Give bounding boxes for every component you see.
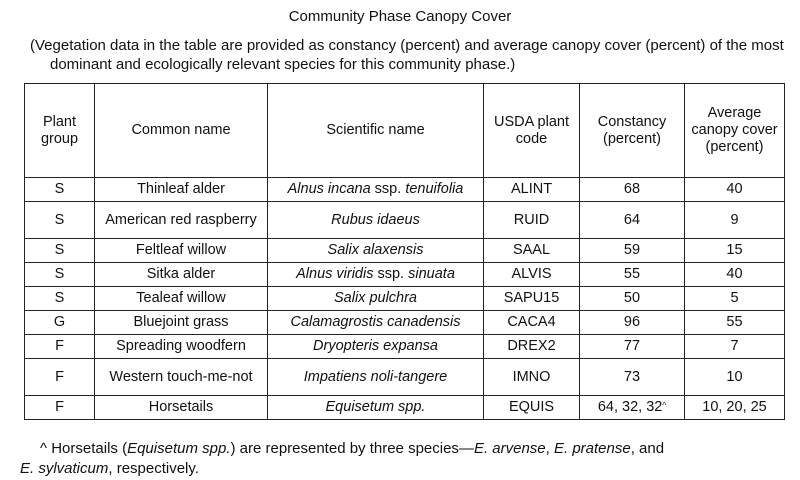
footnote — [20, 439, 760, 479]
cell-common-name: Thinleaf alder — [95, 178, 268, 202]
footnote-line-1 — [20, 439, 760, 459]
footnote-line-2 — [20, 459, 760, 479]
constancy-value: 64, 32, 32 — [597, 399, 663, 415]
footnote-marker: ^ — [662, 401, 667, 410]
cell-canopy-cover: 40 — [685, 178, 785, 202]
sci-name-main: Alnus incana — [287, 181, 371, 197]
sci-name-main: Dryopteris expansa — [313, 338, 438, 354]
cell-canopy-cover: 7 — [685, 335, 785, 359]
cell-canopy-cover: 5 — [685, 287, 785, 311]
footnote-text: Horsetails ( — [47, 440, 128, 457]
cell-common-name: American red raspberry — [95, 202, 268, 239]
cell-usda-code: SAAL — [484, 239, 580, 263]
sci-name-main: Salix pulchra — [333, 290, 417, 306]
cell-plant-group: F — [25, 335, 95, 359]
sci-name-main: Salix alaxensis — [327, 242, 424, 258]
cell-constancy: 55 — [580, 263, 685, 287]
header-common-name: Common name — [95, 84, 268, 178]
canopy-cover-table — [24, 83, 785, 420]
footnote-text: , and — [630, 440, 665, 457]
table-row — [25, 263, 785, 287]
cell-common-name: Sitka alder — [95, 263, 268, 287]
header-plant-group: Plant group — [25, 84, 95, 178]
table-row — [25, 178, 785, 202]
footnote-taxon: E. pratense — [554, 440, 631, 457]
cell-plant-group: S — [25, 287, 95, 311]
cell-usda-code: IMNO — [484, 359, 580, 396]
table-row — [25, 335, 785, 359]
sci-name-main: Impatiens noli-tangere — [303, 368, 448, 385]
cell-constancy: 96 — [580, 311, 685, 335]
cell-scientific-name — [268, 359, 484, 396]
cell-common-name: Feltleaf willow — [95, 239, 268, 263]
cell-plant-group: S — [25, 178, 95, 202]
cell-canopy-cover: 10 — [685, 359, 785, 396]
cell-scientific-name — [268, 311, 484, 335]
cell-common-name: Western touch-me-not — [95, 359, 268, 396]
cell-constancy: 64 — [580, 202, 685, 239]
table-row — [25, 396, 785, 420]
footnote-text: , — [545, 440, 554, 457]
cell-canopy-cover: 40 — [685, 263, 785, 287]
cell-canopy-cover: 10, 20, 25 — [685, 396, 785, 420]
sci-name-main: Alnus viridis — [296, 266, 374, 282]
cell-scientific-name — [268, 287, 484, 311]
header-scientific-name: Scientific name — [268, 84, 484, 178]
cell-plant-group: G — [25, 311, 95, 335]
page-title: Community Phase Canopy Cover — [288, 8, 512, 25]
footnote-text: ) are represented by three species— — [230, 440, 474, 457]
cell-constancy: 68 — [580, 178, 685, 202]
cell-scientific-name — [268, 335, 484, 359]
footnote-marker: ^ — [40, 440, 48, 457]
table-row — [25, 359, 785, 396]
cell-usda-code: DREX2 — [484, 335, 580, 359]
cell-common-name: Tealeaf willow — [95, 287, 268, 311]
header-usda-code: USDA plant code — [484, 84, 580, 178]
cell-plant-group: F — [25, 359, 95, 396]
sci-name-rank: ssp. — [370, 181, 406, 197]
cell-constancy: 50 — [580, 287, 685, 311]
intro-paragraph: (Vegetation data in the table are provided as constancy (percent) and average canopy cover (percent) of the most dominant and ecologically relevant species for this community phase.) — [30, 37, 784, 73]
footnote-taxon: Equisetum spp. — [127, 440, 231, 457]
table-body — [25, 178, 785, 420]
header-canopy-cover: Average canopy cover (percent) — [685, 84, 785, 178]
cell-canopy-cover: 9 — [685, 202, 785, 239]
cell-scientific-name — [268, 239, 484, 263]
footnote-taxon: E. sylvaticum — [20, 460, 109, 477]
cell-scientific-name — [268, 396, 484, 420]
cell-usda-code: ALVIS — [484, 263, 580, 287]
cell-usda-code: EQUIS — [484, 396, 580, 420]
cell-common-name: Horsetails — [95, 396, 268, 420]
cell-scientific-name — [268, 263, 484, 287]
sci-name-main: Calamagrostis canadensis — [290, 314, 461, 330]
cell-scientific-name — [268, 178, 484, 202]
cell-constancy: 73 — [580, 359, 685, 396]
cell-plant-group: S — [25, 263, 95, 287]
cell-canopy-cover: 55 — [685, 311, 785, 335]
sci-name-main: Rubus idaeus — [331, 211, 420, 228]
cell-constancy — [580, 396, 685, 420]
cell-scientific-name — [268, 202, 484, 239]
cell-usda-code: ALINT — [484, 178, 580, 202]
sci-name-rank: ssp. — [373, 266, 409, 282]
footnote-taxon: E. arvense — [473, 440, 546, 457]
sci-name-infra: tenuifolia — [405, 181, 464, 197]
cell-usda-code: RUID — [484, 202, 580, 239]
cell-usda-code: CACA4 — [484, 311, 580, 335]
table-row — [25, 311, 785, 335]
sci-name-infra: sinuata — [408, 266, 455, 282]
cell-plant-group: S — [25, 239, 95, 263]
table-header-row — [25, 84, 785, 178]
cell-canopy-cover: 15 — [685, 239, 785, 263]
cell-constancy: 77 — [580, 335, 685, 359]
cell-usda-code: SAPU15 — [484, 287, 580, 311]
cell-plant-group: F — [25, 396, 95, 420]
footnote-text: , respectively. — [108, 460, 199, 477]
table-row — [25, 287, 785, 311]
sci-name-main: Equisetum spp. — [325, 399, 426, 415]
table-row — [25, 239, 785, 263]
cell-plant-group: S — [25, 202, 95, 239]
cell-common-name: Spreading woodfern — [95, 335, 268, 359]
table-row — [25, 202, 785, 239]
header-constancy: Constancy (percent) — [580, 84, 685, 178]
cell-common-name: Bluejoint grass — [95, 311, 268, 335]
cell-constancy: 59 — [580, 239, 685, 263]
